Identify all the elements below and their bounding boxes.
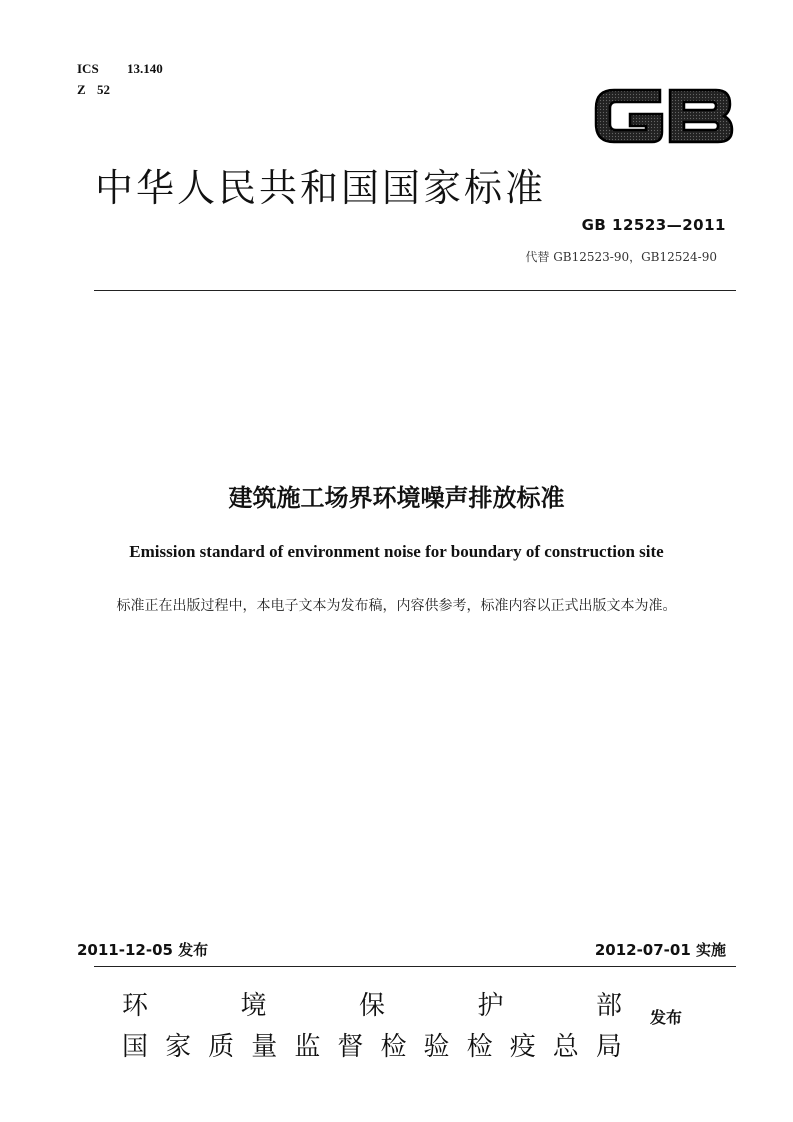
implementation-date: 2012-07-01 实施: [594, 941, 726, 959]
authority-2-char: 总: [552, 1032, 579, 1062]
top-divider: [94, 290, 736, 291]
bottom-divider: [94, 966, 736, 967]
authority-2-char: 局: [595, 1032, 622, 1062]
gb-logo-b: [670, 90, 732, 142]
publish-label: 发布: [650, 1008, 683, 1027]
authority-1-char: 保: [358, 991, 385, 1021]
issue-date: 2011-12-05 发布: [77, 941, 209, 959]
ics-code-line: [77, 61, 163, 77]
issuing-authority-1: [122, 985, 622, 1022]
class-code: 52: [97, 82, 110, 97]
standard-type-heading: 中华人民共和国国家标准: [95, 166, 547, 210]
title-chinese: 建筑施工场界环境噪声排放标准: [228, 484, 565, 512]
authority-2-char: 督: [337, 1032, 364, 1062]
gb-logo: [590, 84, 736, 148]
ics-label: ICS: [77, 61, 99, 76]
title-english: Emission standard of environment noise for boundary of construction site: [129, 542, 664, 561]
authority-2-char: 疫: [509, 1032, 536, 1062]
issuing-authority-2: [122, 1026, 622, 1063]
authority-2-char: 国: [122, 1032, 149, 1062]
authority-1-char: 护: [477, 991, 504, 1021]
authority-2-char: 量: [251, 1032, 278, 1062]
standard-number: GB 12523—2011: [581, 216, 726, 234]
authority-2-char: 检: [466, 1032, 493, 1062]
replaces-note: 代替 GB12523-90，GB12524-90: [525, 250, 717, 264]
authority-2-char: 质: [208, 1032, 235, 1062]
authority-2-char: 监: [294, 1032, 321, 1062]
authority-2-char: 家: [165, 1032, 192, 1062]
authority-1-char: 境: [240, 991, 267, 1021]
authority-1-char: 环: [122, 991, 149, 1021]
ics-code: 13.140: [127, 61, 163, 76]
authority-2-char: 检: [380, 1032, 407, 1062]
class-label: Z: [77, 82, 86, 97]
publication-notice: 标准正在出版过程中，本电子文本为发布稿，内容供参考，标准内容以正式出版文本为准。: [116, 598, 677, 614]
authority-2-char: 验: [423, 1032, 450, 1062]
gb-logo-g: [596, 90, 662, 142]
classification-code-line: [77, 82, 110, 98]
authority-1-char: 部: [595, 991, 622, 1021]
